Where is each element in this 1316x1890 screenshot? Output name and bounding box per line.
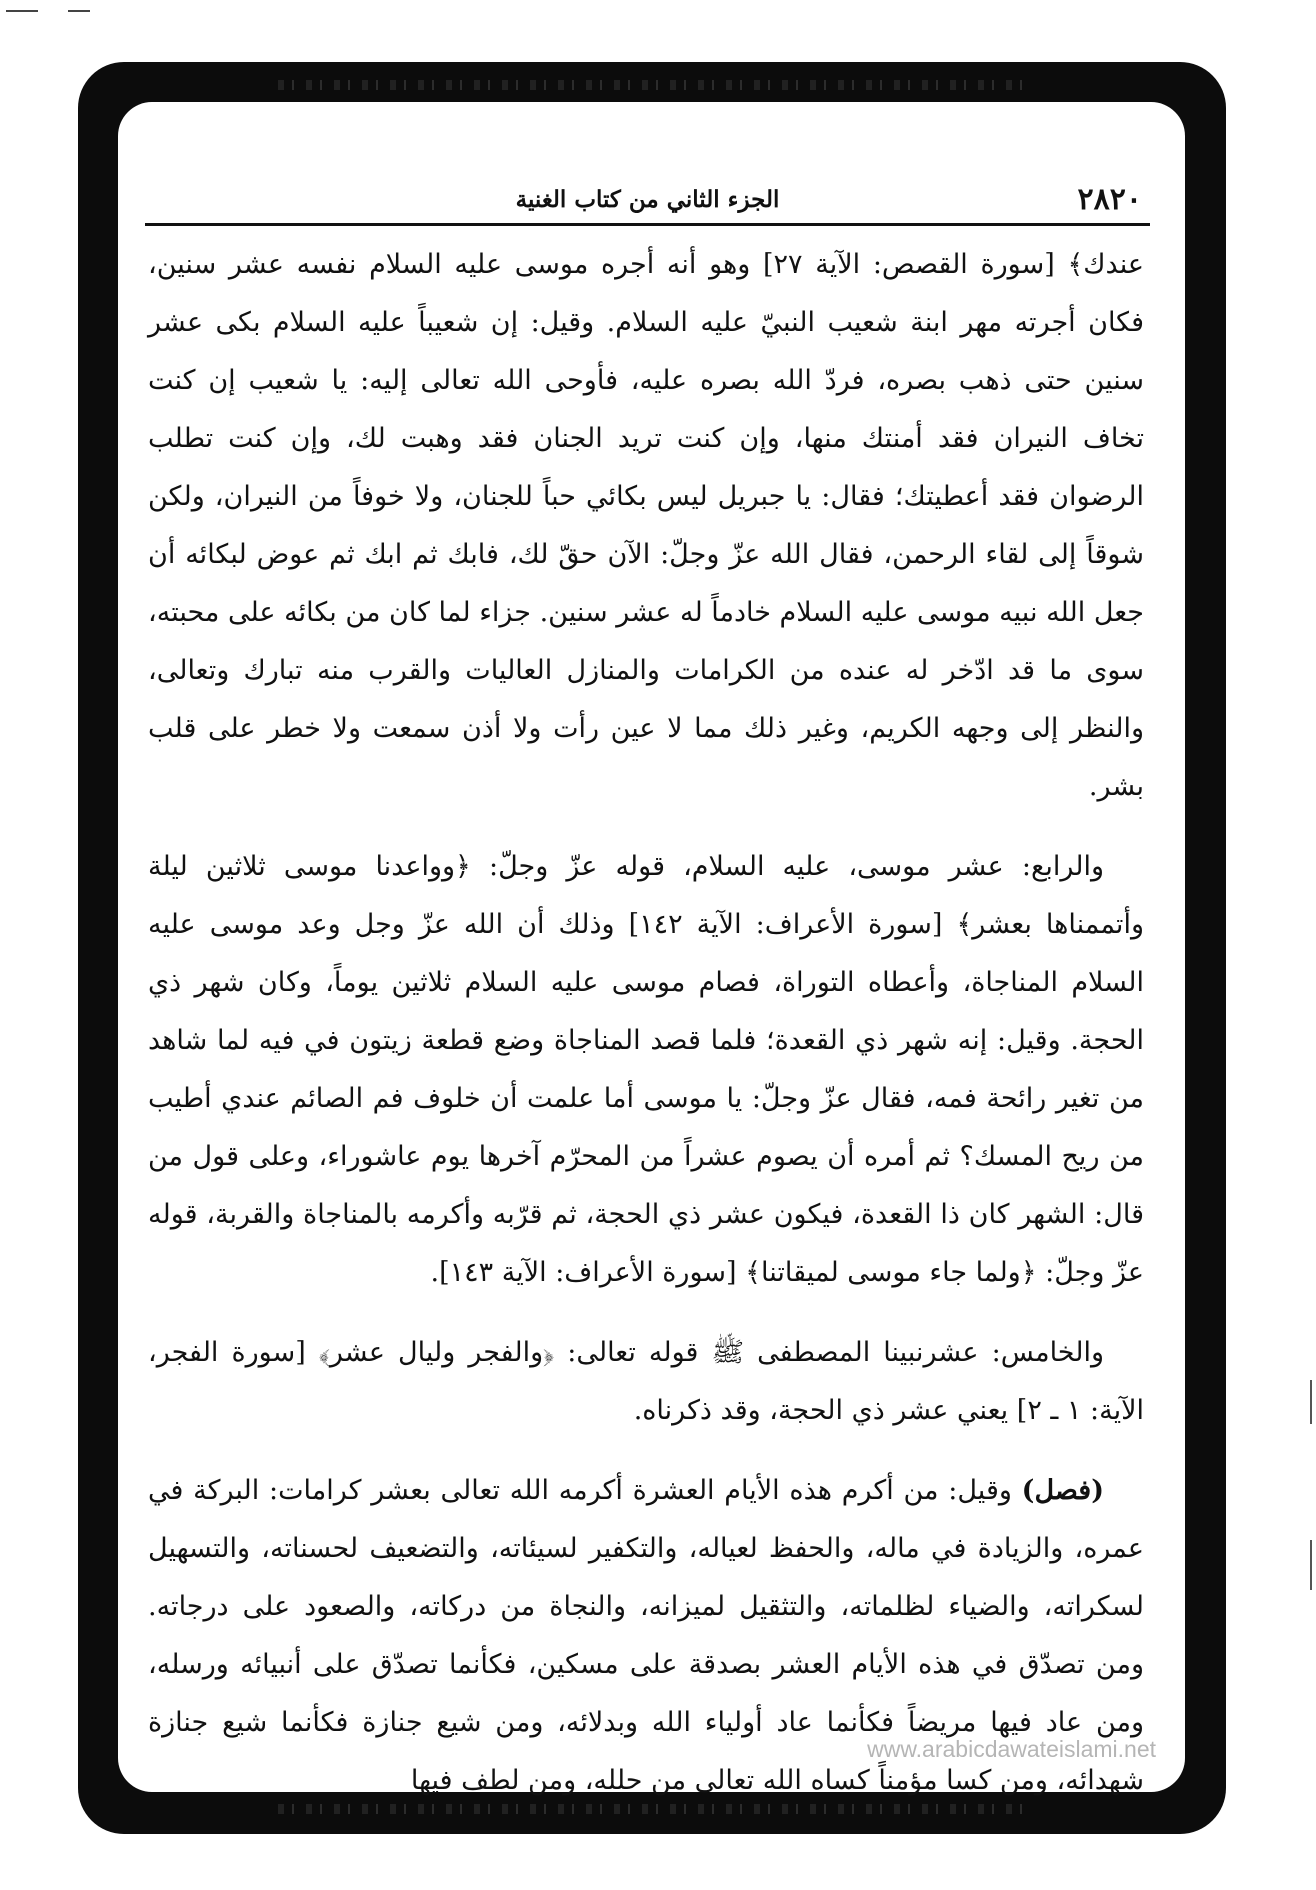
- paragraph-text: وقيل: من أكرم هذه الأيام العشرة أكرمه الله تعالى بعشر كرامات: البركة في عمره، والزيادة في ماله، والحفظ لعياله، والتكفير لسيئاته، والتضعيف لحسناته، والتسهيل لسكراته، والضياء لظلماته، والتثقيل لميزانه، والنجاة من دركاته، والصعود على درجاته. ومن تصدّق في هذه الأيام العشر بصدقة على مسكين، فكأنما تصدّق على أنبيائه ورسله، ومن عاد فيها مريضاً فكأنما عاد أولياء الله وبدلائه، ومن شيع جنازة فكأنما شيع جنازة شهدائه، ومن كسا مؤمناً كساه الله تعالى من حلله، ومن لطف فيها: [148, 1475, 1144, 1796]
- scan-mark-right: [68, 10, 90, 12]
- margin-tick: [1310, 1380, 1312, 1424]
- margin-tick: [1310, 1540, 1312, 1590]
- page-number: ٢٨٢٠: [1077, 182, 1142, 217]
- frame-texture: [278, 80, 1026, 90]
- header-rule: [145, 223, 1150, 226]
- page-header: [145, 178, 1150, 226]
- page-body: [148, 236, 1144, 1810]
- paragraph: والرابع: عشر موسى، عليه السلام، قوله عزّ وجلّ: ﴿وواعدنا موسى ثلاثين ليلة وأتممناها بعشر﴾ [سورة الأعراف: الآية ١٤٢] وذلك أن الله عزّ وجل وعد موسى عليه السلام المناجاة، وأعطاه التوراة، فصام موسى عليه السلام ثلاثين يوماً، وكان شهر ذي الحجة. وقيل: إنه شهر ذي القعدة؛ فلما قصد المناجاة وضع قطعة زيتون في فيه لما شاهد من تغير رائحة فمه، فقال عزّ وجلّ: يا موسى أما علمت أن خلوف فم الصائم عندي أطيب من ريح المسك؟ ثم أمره أن يصوم عشراً من المحرّم آخرها يوم عاشوراء، وعلى قول من قال: الشهر كان ذا القعدة، فيكون عشر ذي الحجة، ثم قرّبه وأكرمه بالمناجاة والقربة، قوله عزّ وجلّ: ﴿ولما جاء موسى لميقاتنا﴾ [سورة الأعراف: الآية ١٤٣].: [148, 851, 1144, 1288]
- section-marker: (فصل): [1021, 1475, 1104, 1506]
- paragraph: والخامس: عشرنبينا المصطفى ﷺ قوله تعالى: ﴿والفجر وليال عشر﴾ [سورة الفجر، الآية: ١ ـ ٢] يعني عشر ذي الحجة، وقد ذكرناه.: [148, 1337, 1144, 1426]
- running-title: الجزء الثاني من كتاب الغنية: [515, 186, 780, 213]
- watermark: www.arabicdawateislami.net: [867, 1736, 1156, 1762]
- scan-mark-left: [6, 10, 38, 12]
- paragraph: عندك﴾ [سورة القصص: الآية ٢٧] وهو أنه أجره موسى عليه السلام نفسه عشر سنين، فكان أجرته مهر ابنة شعيب النبيّ عليه السلام. وقيل: إن شعيباً عليه السلام بكى عشر سنين حتى ذهب بصره، فردّ الله بصره عليه، فأوحى الله تعالى إليه: يا شعيب إن كنت تخاف النيران فقد أمنتك منها، وإن كنت تريد الجنان فقد وهبت لك، وإن كنت تطلب الرضوان فقد أعطيتك؛ فقال: يا جبريل ليس بكائي حباً للجنان، ولا خوفاً من النيران، ولكن شوقاً إلى لقاء الرحمن، فقال الله عزّ وجلّ: الآن حقّ لك، فابك ثم ابك ثم عوض لبكائه أن جعل الله نبيه موسى عليه السلام خادماً له عشر سنين. جزاء لما كان من بكائه على محبته، سوى ما قد ادّخر له عنده من الكرامات والمنازل العاليات والقرب منه تبارك وتعالى، والنظر إلى وجهه الكريم، وغير ذلك مما لا عين رأت ولا أذن سمعت ولا خطر على قلب بشر.: [148, 249, 1144, 802]
